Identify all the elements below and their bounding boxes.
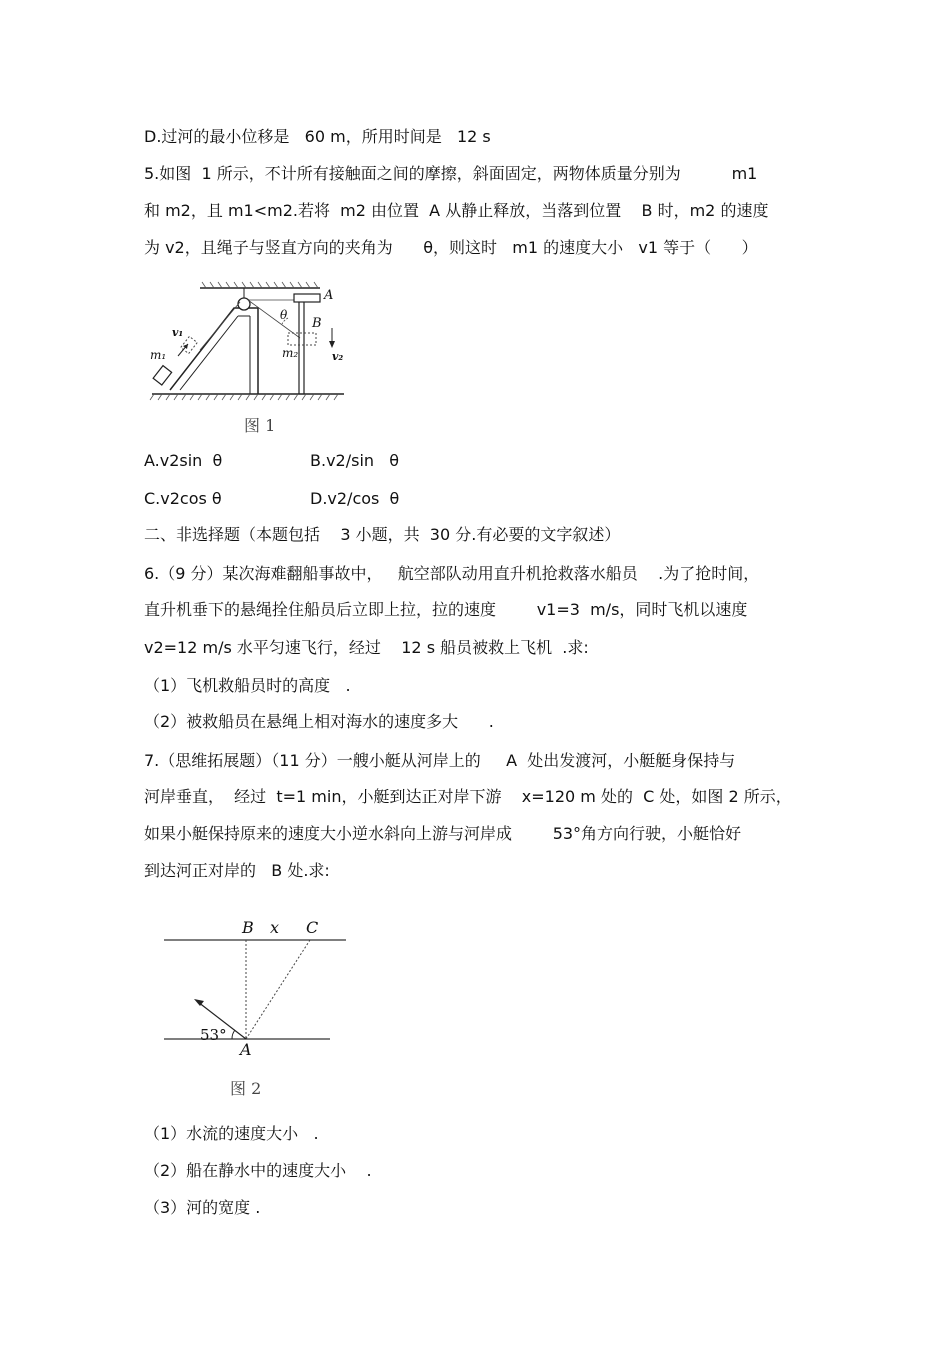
q5-option-d: D.v2/cos θ [310, 489, 400, 508]
figure-2-caption: 图 2 [230, 1079, 262, 1098]
q5-option-c: C.v2cos θ [144, 489, 222, 508]
figure-1-label-b: B [312, 316, 322, 331]
figure-2-label-b: B [242, 918, 254, 937]
section-2-heading: 二、非选择题（本题包括 3 小题，共 30 分.有必要的文字叙述） [144, 525, 621, 544]
q7-subquestion-2: （2）船在静水中的速度大小 . [144, 1161, 372, 1180]
q6-subquestion-2: （2）被救船员在悬绳上相对海水的速度多大 . [144, 712, 494, 731]
figure-1-label-theta: θ [280, 308, 288, 322]
figure-1-label-m2: m₂ [282, 346, 299, 360]
q6-text-line2: 直升机垂下的悬绳拴住船员后立即上拉，拉的速度 v1=3 m/s，同时飞机以速度 [144, 600, 748, 619]
q7-subquestion-3: （3）河的宽度 . [144, 1198, 261, 1217]
figure-2-label-x: x [270, 918, 280, 937]
q5-option-b: B.v2/sin θ [310, 451, 400, 470]
figure-1-pulley-incline [148, 278, 348, 410]
figure-2-label-angle: 53° [200, 1026, 227, 1044]
q6-subquestion-1: （1）飞机救船员时的高度 . [144, 676, 351, 695]
figure-1-label-v2: v₂ [332, 350, 344, 363]
q5-text-line1: 5.如图 1 所示，不计所有接触面之间的摩擦，斜面固定，两物体质量分别为 m1 [144, 164, 758, 183]
q6-text-line3: v2=12 m/s 水平匀速飞行，经过 12 s 船员被救上飞机 .求: [144, 638, 589, 657]
figure-2-river-crossing [160, 912, 350, 1059]
figure-1-label-a: A [324, 288, 334, 303]
q6-text-line1: 6.（9 分）某次海难翻船事故中， 航空部队动用直升机抢救落水船员 .为了抢时间， [144, 564, 760, 583]
figure-2-label-a: A [240, 1040, 252, 1059]
prev-question-option-d: D.过河的最小位移是 60 m，所用时间是 12 s [144, 127, 491, 146]
figure-1-label-v1: v₁ [172, 326, 184, 339]
q7-text-line3: 如果小艇保持原来的速度大小逆水斜向上游与河岸成 53°角方向行驶，小艇恰好 [144, 824, 742, 843]
q7-text-line1: 7.（思维拓展题）（11 分）一艘小艇从河岸上的 A 处出发渡河，小艇艇身保持与 [144, 751, 736, 770]
q7-text-line2: 河岸垂直， 经过 t=1 min，小艇到达正对岸下游 x=120 m 处的 C 处，如图 2 所示， [144, 787, 792, 806]
figure-1-label-m1: m₁ [150, 348, 167, 362]
figure-1-caption: 图 1 [244, 416, 276, 435]
q5-option-a: A.v2sin θ [144, 451, 223, 470]
q7-text-line4: 到达河正对岸的 B 处.求: [144, 861, 330, 880]
q5-text-line2: 和 m2，且 m1<m2.若将 m2 由位置 A 从静止释放，当落到位置 B 时，m2 的速度 [144, 201, 769, 220]
figure-2-label-c: C [306, 918, 319, 937]
q7-subquestion-1: （1）水流的速度大小 . [144, 1124, 319, 1143]
q5-text-line3: 为 v2，且绳子与竖直方向的夹角为 θ，则这时 m1 的速度大小 v1 等于（ ） [144, 238, 758, 257]
